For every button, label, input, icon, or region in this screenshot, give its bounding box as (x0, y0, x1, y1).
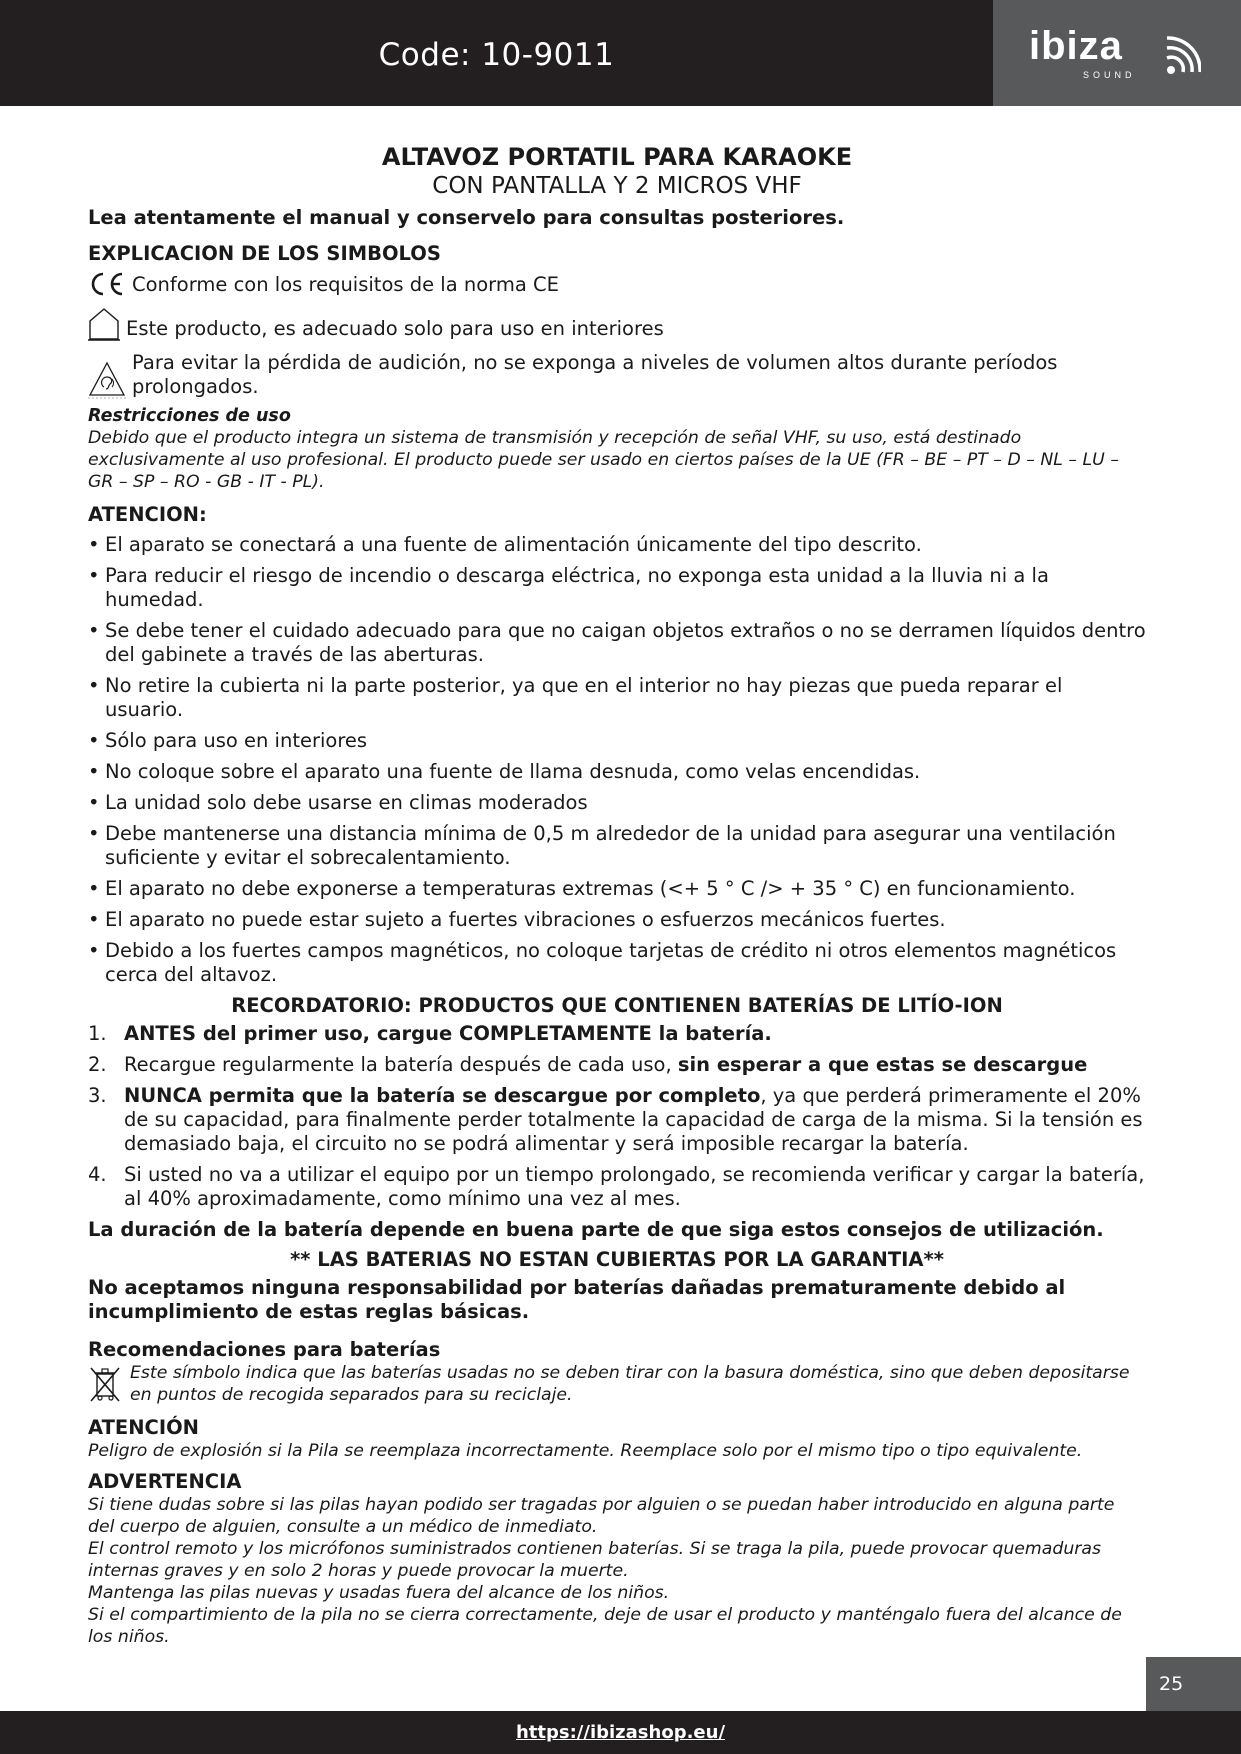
battery-duration-note: La duración de la batería depende en buena parte de que siga estos consejos de utilización. (88, 1218, 1104, 1241)
attention-list (88, 533, 1146, 987)
item-text: Si usted no va a utilizar el equipo por un tiempo prolongado, se recomienda verificar y cargar la batería, al 40% aproximadamente, como mínimo una vez al mes. (124, 1163, 1145, 1210)
list-item (88, 1053, 1146, 1077)
symbols-heading: EXPLICACION DE LOS SIMBOLOS (88, 242, 441, 265)
item-text: , ya que perderá primeramente el 20% de su capacidad, para finalmente perder totalmente la capacidad de carga de la misma. Si la tensión es demasiado baja, el circuito no se podrá alimentar y será imposible recargar la batería. (124, 1084, 1143, 1155)
restrictions-text: Debido que el producto integra un sistema de transmisión y recepción de señal VHF, su uso, está destinado exclusivamente al uso profesional. El producto puede ser usado en ciertos países de la UE (FR – BE – PT – D – NL – LU – GR – SP – RO - GB - IT - PL). (88, 428, 1119, 492)
symbol-ce-row (88, 271, 1146, 297)
advertencia-line: Si el compartimiento de la pila no se cierra correctamente, deje de usar el producto y manténgalo fuera del alcance de los niños. (88, 1605, 1122, 1647)
logo-wordmark: ibiza (1029, 24, 1123, 68)
symbol-hearing-row (88, 351, 1146, 399)
logo-subtitle: SOUND (1083, 70, 1136, 80)
list-item (88, 1084, 1146, 1156)
warranty-note: ** LAS BATERIAS NO ESTAN CUBIERTAS POR LA GARANTIA** (290, 1248, 944, 1271)
page-content (88, 142, 1146, 1648)
footer-bar (0, 1711, 1241, 1754)
advertencia-line: El control remoto y los micrófonos suministrados contienen baterías. Si se traga la pila, puede provocar quemaduras internas graves y en solo 2 horas y puede provocar la muerte. (88, 1539, 1101, 1581)
advertencia-heading: ADVERTENCIA (88, 1470, 242, 1493)
list-item: • Debe mantenerse una distancia mínima de 0,5 m alrededor de la unidad para asegurar una ventilación suficiente y evitar el sobrecalentamiento. (88, 822, 1146, 870)
attention-heading: ATENCION: (88, 503, 207, 526)
recommendations-heading: Recomendaciones para baterías (88, 1338, 441, 1361)
list-item: • No retire la cubierta ni la parte posterior, ya que en el interior no hay piezas que pueda reparar el usuario. (88, 674, 1146, 722)
atencion-heading: ATENCIÓN (88, 1416, 199, 1439)
page-number: 25 (1146, 1657, 1241, 1711)
list-item: • Para reducir el riesgo de incendio o descarga eléctrica, no exponga esta unidad a la lluvia ni a la humedad. (88, 564, 1146, 612)
product-code: Code: 10-9011 (378, 37, 615, 73)
symbol-indoor-row (88, 307, 1146, 341)
symbol-ce-text: Conforme con los requisitos de la norma CE (132, 273, 559, 296)
list-item: • Sólo para uso en interiores (88, 729, 1146, 753)
item-number: 4. (88, 1163, 107, 1186)
item-number: 2. (88, 1053, 107, 1076)
advertencia-line: Mantenga las pilas nuevas y usadas fuera del alcance de los niños. (88, 1583, 670, 1603)
header-bar (0, 0, 1241, 106)
atencion-text: Peligro de explosión si la Pila se reemplaza incorrectamente. Reemplace solo por el mismo tipo o tipo equivalente. (88, 1441, 1083, 1461)
item-bold-text: sin esperar a que estas se descargue (677, 1053, 1088, 1076)
page-title: ALTAVOZ PORTATIL PARA KARAOKE (381, 143, 853, 171)
recycling-text: Este símbolo indica que las baterías usadas no se deben tirar con la basura doméstica, sino que deben depositarse en puntos de recogida separados para su reciclaje. (130, 1363, 1130, 1405)
ce-mark-icon (88, 271, 126, 297)
crossed-bin-icon (88, 1364, 122, 1404)
house-icon (88, 307, 120, 341)
item-number: 1. (88, 1022, 107, 1045)
brand-logo (993, 0, 1241, 106)
list-item: • No coloque sobre el aparato una fuente de llama desnuda, como velas encendidas. (88, 760, 1146, 784)
item-number: 3. (88, 1084, 107, 1107)
list-item: • La unidad solo debe usarse en climas moderados (88, 791, 1146, 815)
item-bold-text: NUNCA permita que la batería se descargue por completo (124, 1084, 761, 1107)
list-item: • Se debe tener el cuidado adecuado para que no caigan objetos extraños o no se derramen líquidos dentro del gabinete a través de las aberturas. (88, 619, 1146, 667)
list-item (88, 1163, 1146, 1211)
advertencia-line: Si tiene dudas sobre si las pilas hayan podido ser tragadas por alguien o se puedan haber introducido en alguna parte del cuerpo de alguien, consulte a un médico de inmediato. (88, 1495, 1115, 1537)
page-subtitle: CON PANTALLA Y 2 MICROS VHF (432, 173, 802, 199)
symbol-indoor-text: Este producto, es adecuado solo para uso en interiores (126, 317, 664, 340)
item-text: Recargue regularmente la batería después de cada uso, (124, 1053, 678, 1076)
liability-note: No aceptamos ninguna responsabilidad por baterías dañadas prematuramente debido al incumplimiento de estas reglas básicas. (88, 1276, 1066, 1323)
list-item: • El aparato se conectará a una fuente de alimentación únicamente del tipo descrito. (88, 533, 1146, 557)
footer-url-link[interactable]: https://ibizashop.eu/ (515, 1722, 726, 1743)
list-item (88, 1022, 1146, 1046)
battery-heading: RECORDATORIO: PRODUCTOS QUE CONTIENEN BATERÍAS DE LITÍO-ION (231, 994, 1003, 1017)
list-item: • El aparato no puede estar sujeto a fuertes vibraciones o esfuerzos mecánicos fuertes. (88, 908, 1146, 932)
list-item: • El aparato no debe exponerse a temperaturas extremas (<+ 5 ° C /> + 35 ° C) en funcionamiento. (88, 877, 1146, 901)
recycling-row (88, 1362, 1146, 1406)
hearing-warning-icon (88, 359, 126, 399)
list-item: • Debido a los fuertes campos magnéticos, no coloque tarjetas de crédito ni otros elementos magnéticos cerca del altavoz. (88, 939, 1146, 987)
battery-list (88, 1022, 1146, 1211)
sound-waves-icon (1161, 34, 1201, 80)
lead-text: Lea atentamente el manual y conservelo para consultas posteriores. (88, 206, 845, 229)
restrictions-heading: Restricciones de uso (88, 406, 291, 426)
item-bold-text: ANTES del primer uso, cargue COMPLETAMENTE la batería. (124, 1022, 772, 1045)
symbol-hearing-text: Para evitar la pérdida de audición, no se exponga a niveles de volumen altos durante períodos prolongados. (132, 351, 1058, 398)
